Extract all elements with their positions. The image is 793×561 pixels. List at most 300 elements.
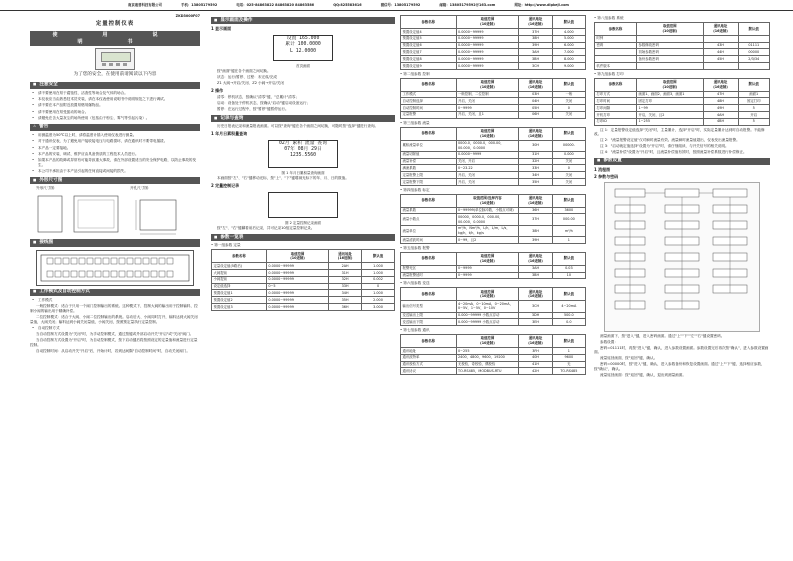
table-cell: 0.0000~99999	[456, 29, 519, 36]
table-cell: 49H	[703, 105, 738, 112]
table-cell: 0.0000~99999	[266, 276, 328, 283]
table-cell: 开启	[738, 111, 770, 118]
table-row	[401, 347, 586, 354]
list-item: • 本公司不承担由于本产品引起的任何直接或间接的损失。	[30, 169, 200, 174]
table-row	[401, 354, 586, 361]
table-cell: 开启，关闭，且2	[637, 111, 704, 118]
table-cell: 打印方式	[595, 91, 637, 98]
param-table-flow: 参数名称 取值范围 (10进制) 通讯地址 (16进制) 默认值 累积流量单位 0000.0，0000.0，000.00，00.000，0.0000 30H 00000. 流量切除值 0.0000~9999 31H 0.000 流量补偿 关闭，开启 32H 关闭 满流系数 0~23.22 33H 0 定量报警上限 开启，关闭 34H 关闭 定量报警下限 开启，关闭 35H 关闭	[400, 127, 586, 186]
table-cell: 流量切除值	[401, 151, 457, 158]
table-cell	[738, 35, 770, 42]
table-row	[212, 270, 395, 277]
table-cell: 3AH	[519, 265, 552, 272]
table-cell: 8.000	[552, 56, 585, 63]
wiring-diagram	[36, 250, 194, 286]
lcd-line: 07年 08月 29日	[284, 147, 322, 153]
qq-number: QQ:825583616	[333, 3, 362, 7]
table-cell: 输出信号类型	[401, 301, 457, 312]
table-cell: 通讯协议	[401, 368, 457, 375]
cutout-label: 开孔尺寸图：	[130, 186, 152, 191]
table-cell: 预置设定值9	[401, 62, 457, 69]
table-cell: 36H	[329, 303, 362, 310]
param-table-comm: 参数名称 取值范围 (10进制) 通讯地址 (16进制) 默认值 通讯地址 0~255 3FH 1 通讯波特率 2400，4800，9600，19200 40H 9600 通讯校验方式 无校验，奇校验，偶校验 41H 无 通讯协议 TO-RS485，MODBUS-RTU 42H TO-RS485	[400, 334, 586, 375]
table-cell: 开启，关闭	[456, 98, 519, 105]
square-icon: ■	[33, 239, 37, 244]
table-label: • 第一组参数 定量	[211, 243, 395, 248]
page-header	[0, 0, 793, 11]
lcd-line: 累计 100.0000	[285, 42, 321, 48]
website: 网址：http://www.dipkeji.com	[514, 3, 569, 7]
table-row	[212, 297, 395, 304]
table-cell: 5	[738, 118, 770, 125]
table-row	[401, 42, 586, 49]
table-cell: m³/h	[552, 225, 585, 236]
list-item: • 本产品一定要接地。	[30, 146, 200, 151]
table-cell: 0.002	[362, 276, 395, 283]
table-row	[595, 42, 770, 49]
column-1	[30, 14, 203, 355]
column-4	[594, 14, 770, 379]
table-cell: 1	[552, 237, 585, 244]
param-table-trans: 参数名称 取值范围 (10进制) 通讯地址 (16进制) 默认值 输出信号类型 4~20mA，0~10mA，0~20mA，0~5V，1~5V，0~10V 3CH 4~20mA 变送输出上限 0.000~99999 小数点浮动 3DH 500.0 变送输出下限 0.000~99999 小数点浮动 3EH 0.0	[400, 287, 586, 326]
table-row	[401, 91, 586, 98]
list-item: • 用测温度为50℃以上时，请将温度计插入使用仪表进行测量。	[30, 133, 200, 138]
table-cell	[595, 49, 637, 56]
table-cell: 满流系数	[401, 165, 457, 172]
table-cell: 定量设定值(5路后)	[212, 263, 267, 270]
table-cell: 0~99999(单位脉冲数，小数点可调)	[456, 207, 519, 214]
table-cell: 44H	[703, 49, 738, 56]
note: 注 3："启动就定值选择"设置为"开启"时，请仔细阅读，与开关信号的相关说明。	[600, 144, 729, 149]
table-cell: 0.0000~99999	[266, 263, 328, 270]
mobile-number: 手机：13805179592	[181, 3, 218, 7]
table-cell: 0	[552, 105, 585, 112]
column-3	[400, 14, 586, 377]
paragraph: 按"画面"键在各个画面之间切换。	[217, 69, 271, 74]
table-cell: 0~9999	[456, 265, 519, 272]
flowchart-svg	[605, 183, 755, 331]
paragraph: 暂停：在运行过程中，按"暂停"键暂停运行。	[217, 107, 289, 112]
square-icon: ■	[214, 115, 218, 120]
param-table-control: 参数名称 取值范围 (10进制) 通讯地址 (16进制) 默认值 工作模式 一般控制，二位控制 03H 一般 自动控制选择 开启，关闭 04H 关闭 自动控制时间 0~9999 05H 0 定量报警 开启，关闭，且1 06H 关闭	[400, 78, 586, 119]
table-cell: 0~9999	[456, 272, 519, 279]
table-cell: 打印间隔	[595, 105, 637, 112]
subheading: 2 操作	[211, 88, 224, 94]
flowchart-diagram	[604, 182, 760, 332]
note: 注 1：定量报警设定值选择"关闭"时，主量累计，选择"开启"时，实际定量累计达到时自动报警。不能修改。	[594, 127, 765, 137]
outline-label: 外形尺寸图：	[36, 186, 58, 191]
table-cell: 1.000	[362, 270, 395, 277]
table-cell: 00000.	[552, 140, 585, 151]
table-cell: 预置设定值3	[212, 303, 267, 310]
table-cell: 5.000	[552, 35, 585, 42]
paragraph: 状态：运行/暂停、过程：未完成/完成	[217, 75, 277, 80]
company-name: 南京迪普科技有限公司	[128, 3, 162, 7]
table-cell: 关闭	[552, 111, 585, 118]
table-cell: 00000	[738, 49, 770, 56]
table-cell: 初始参数密码	[637, 49, 704, 56]
table-cell: 2/3/34	[738, 56, 770, 63]
table-cell: 开启，关闭	[456, 172, 519, 179]
lcd-line: L 12.0000	[290, 48, 316, 54]
table-cell: 流量报警延时	[401, 272, 457, 279]
table-cell: 45H	[703, 56, 738, 63]
settings-heading: ■ 参数设置	[594, 158, 770, 165]
paragraph: 二位控制模式：适合于大阀、小阀二位控制输出的系统。启动后大、小阀同时打开，输料达到大阀关闭量值，大阀关闭；输料达到小阀关闭量值，小阀关闭，按照预定量执行定量控制。	[30, 315, 198, 324]
table-cell: 画面1	[738, 91, 770, 98]
table-cell: 打印ID	[595, 118, 637, 125]
table-row	[401, 301, 586, 312]
table-row	[401, 158, 586, 165]
table-cell: 通讯校验方式	[401, 361, 457, 368]
table-cell: 3BH	[519, 56, 552, 63]
table-row	[595, 105, 770, 112]
table-cell: 39H	[519, 237, 552, 244]
table-cell: 关闭，开启	[456, 158, 519, 165]
paragraph: 参数设置：	[600, 339, 618, 344]
paragraph: 密码=00000时，按"进入"键，确认，进入参数备份和恢复设置画面。通过"上""下"键，选择相应参数，按"确认"，确认。	[594, 362, 765, 371]
table-cell: 35H	[519, 179, 552, 186]
table-cell: TO-RS485，MODBUS-RTU	[456, 368, 519, 375]
table-row	[401, 165, 586, 172]
warning-heading: ⚠ 警告	[30, 124, 200, 131]
table-cell: 6.000	[552, 42, 585, 49]
table-cell: 自动控制时间	[401, 105, 457, 112]
table-cell: 0.0	[552, 319, 585, 326]
table-cell	[637, 35, 704, 42]
table-cell: 一般控制，二位控制	[456, 91, 519, 98]
device-image	[95, 48, 135, 70]
table-row	[401, 312, 586, 319]
table-cell: 40H	[519, 354, 552, 361]
table-cell	[738, 62, 770, 69]
table-cell: 0~23.22	[456, 165, 519, 172]
paragraph: 密码=01111时，再按"进入"键，确认，进入参数设置画面。参数设置完后再次按"确认"，进入参数设置画面。	[594, 345, 769, 355]
subheading: 1 显示画面	[211, 26, 232, 32]
table-cell: 4~20mA，0~10mA，0~20mA，0~5V，1~5V，0~10V	[456, 301, 519, 312]
table-row	[401, 361, 586, 368]
table-row	[212, 263, 395, 270]
display-heading: ■ 显示画面及操作	[211, 17, 395, 24]
table-cell	[703, 35, 738, 42]
table-row	[595, 98, 770, 105]
table-cell: 预置设定值7	[401, 49, 457, 56]
table-cell: 设定值选择	[212, 283, 267, 290]
table-cell: 34H	[519, 172, 552, 179]
table-label: • 第八组参数 系统	[594, 16, 770, 21]
table-cell: 30H	[519, 140, 552, 151]
table-cell: 36H	[519, 207, 552, 214]
table-row	[595, 35, 770, 42]
safety-heading: ■ 注意安全	[30, 82, 200, 89]
table-cell: 0.000~99999 小数点浮动	[456, 312, 519, 319]
table-cell	[637, 62, 704, 69]
table-cell: 一般	[552, 91, 585, 98]
table-cell: 1	[552, 347, 585, 354]
table-row	[401, 111, 586, 118]
table-cell: 时钟	[595, 35, 637, 42]
table-cell: 变送输出下限	[401, 319, 457, 326]
model-number: ZKD3000F07	[175, 14, 200, 18]
table-cell: 自动控制选择	[401, 98, 457, 105]
table-cell: 38H	[519, 35, 552, 42]
paragraph: 自动控制时间：从启动开关"开启"后，开始计时，若到达间隔"自动控制时间"时，自动关闭阀门。	[36, 348, 190, 353]
table-row	[401, 272, 586, 279]
table-cell: 流量补偿	[401, 158, 457, 165]
table-cell: 4.000	[552, 29, 585, 36]
table-cell: 37H	[519, 29, 552, 36]
table-cell: 开机打印	[595, 111, 637, 118]
table-cell	[595, 56, 637, 63]
list-item: • 本仪表应当由熟悉技术员安装，请在本仪表使用说明书中说明规范之下进行调试。	[30, 97, 200, 102]
list-item: • 如果本产品的故障或异常有可能导致重大事故，请在外部设置适当的安全保护电路，以防止事故的发生。	[30, 158, 200, 168]
table-cell: 0.0000~99999	[456, 42, 519, 49]
table-label: • 第五组参数 报警	[400, 246, 586, 251]
table-cell: 48H	[703, 98, 738, 105]
table-row	[401, 225, 586, 236]
warning-icon: ⚠	[33, 124, 37, 129]
table-cell	[703, 62, 738, 69]
table-row	[401, 49, 586, 56]
paragraph: 当自动控制方式设置为"关闭"时，为手动控制模式，通过按键或外部启动开关"开启"或"关闭"阀门。	[36, 332, 194, 337]
table-cell: 关闭	[552, 98, 585, 105]
table-cell: 打印时间	[595, 98, 637, 105]
table-cell: 0.0000~99999	[266, 270, 328, 277]
lcd-line: 设置 165.000	[286, 35, 320, 41]
table-cell: 4BH	[703, 118, 738, 125]
note: 注 2："流量报警设定值"仅对瞬时流量有效。流量瞬时流量值超出，仪表发出流量报警。	[600, 138, 740, 143]
table-cell: 流量系数	[401, 207, 457, 214]
table-cell: 4AH	[703, 111, 738, 118]
table-cell: 0.000	[552, 151, 585, 158]
table-cell: 3600	[552, 207, 585, 214]
table-label: • 第九组参数 打印	[594, 72, 770, 77]
auto-label: • 自动控制方式	[30, 326, 200, 331]
table-cell: 通讯波特率	[401, 354, 457, 361]
subheading: 1 流程图	[594, 167, 611, 173]
table-cell: 04H	[519, 98, 552, 105]
lead-text: 为了您的安全，在使用前请阅读以下内容	[73, 72, 157, 78]
subheading: 2 定量控制记录	[211, 183, 240, 189]
table-cell: m³/h，Nm³/h，L/h，L/m，L/s，kg/h，t/h，kg/s	[456, 225, 519, 236]
table-cell: 2.000	[362, 297, 395, 304]
table-row	[401, 172, 586, 179]
list-item: • 请不要使用在易受振动的场合。	[30, 110, 200, 115]
table-row	[401, 319, 586, 326]
lcd-line: 1235.5560	[290, 153, 316, 159]
doc-title: 定量控制仪表	[95, 20, 135, 27]
paragraph: 启动：设备处于停机状态，按确认"启动"键启动设备运行；	[217, 101, 311, 106]
table-cell: 预置设定值4	[401, 29, 457, 36]
table-cell: 0~99，且2	[456, 237, 519, 244]
dims-svg	[30, 192, 200, 236]
square-icon: ■	[597, 158, 601, 163]
table-cell: 43H	[703, 42, 738, 49]
table-cell: 3CH	[519, 62, 552, 69]
table-cell: 5	[738, 105, 770, 112]
table-row	[595, 91, 770, 98]
table-cell: 33H	[329, 283, 362, 290]
table-row	[401, 98, 586, 105]
phone-number: 电话：025-84863822 84863820 84863586	[236, 3, 315, 7]
table-cell: 06H	[519, 111, 552, 118]
table-row	[401, 29, 586, 36]
table-cell: 47H	[703, 91, 738, 98]
table-cell: 固定打印	[738, 98, 770, 105]
subheading: 1 年月日累积量查询	[211, 131, 248, 137]
square-icon: ■	[214, 234, 218, 239]
table-cell: 0.0000~99999	[266, 290, 328, 297]
param-table-quant2: 参数名称 取值范围 (10进制) 通讯地址 (16进制) 默认值 预置设定值4 0.0000~99999 37H 4.000 预置设定值5 0.0000~99999 38H 5.000 预置设定值6 0.0000~99999 39H 6.000 预置设定值7 0.0000~99999 3AH 7.000 预置设定值8 0.0000~99999 3BH 8.000 预置设定值9 0.0000~99999 3CH 9.000	[400, 15, 586, 70]
paragraph: 测量画面下，按"进入"键，进入密码画面。通过"上""下""左""右"键设置密码。	[600, 333, 725, 338]
table-cell: 500.0	[552, 312, 585, 319]
table-cell: 1.000	[362, 290, 395, 297]
lcd-line: 02月 累积 流量 查询	[278, 140, 328, 146]
table-cell: 关闭	[552, 172, 585, 179]
paragraph: 本画面按"左"、"右"键移动光标，按"上"、"下"键增减光标下的年、月、日的数值。	[217, 176, 349, 181]
paragraph: 流量返回画面，按"返回"键，确认。	[600, 356, 658, 361]
table-cell: 1~99	[637, 105, 704, 112]
list-item: • 对于通讯仪表，为了避免用户接收接电压与电路损坏，请在通讯时不要带电插拔。	[30, 139, 200, 144]
table-cell: 05H	[519, 105, 552, 112]
table-cell: 关闭	[552, 158, 585, 165]
table-cell: 1.000	[362, 263, 395, 270]
table-label: • 第七组参数 通讯	[400, 328, 586, 333]
table-cell: 0.0000~99999	[456, 62, 519, 69]
table-cell: 软件版本	[595, 62, 637, 69]
table-cell: 预置设定值2	[212, 297, 267, 304]
table-row	[401, 105, 586, 112]
list-item: • 请不要在本产品附近放置易燃易爆物品。	[30, 103, 200, 108]
table-cell: 33H	[519, 165, 552, 172]
table-cell: 流量滤波时间	[401, 237, 457, 244]
table-cell: 38H	[519, 225, 552, 236]
manual-banner: 使 用 说 明 书	[30, 31, 200, 47]
table-cell: 0.0000~99999	[266, 297, 328, 304]
wechat-id: 微信号：13805179592	[380, 3, 421, 7]
table-cell: 画面1、画面2、画面3，画面1	[637, 91, 704, 98]
table-cell: 35H	[329, 297, 362, 304]
table-row	[595, 118, 770, 125]
table-cell: 32H	[519, 158, 552, 165]
table-cell: 固定打印	[637, 98, 704, 105]
table-row	[401, 207, 586, 214]
table-cell: 32H	[329, 276, 362, 283]
table-cell: 定量报警下限	[401, 179, 457, 186]
table-cell: 0~9999	[456, 105, 519, 112]
table-cell: 0000.0，0000.0，000.00，00.000，0.0000	[456, 140, 519, 151]
table-cell: 流量小数点	[401, 214, 457, 225]
param-table-system: 参数名称 取值范围 (10进制) 通讯地址 (16进制) 默认值 时钟 密码 参数修改密码 43H 01111 初始参数密码 44H 00000 备份参数密码 45H 2/3/34 软件版本	[594, 22, 770, 70]
table-cell: 报警死区	[401, 265, 457, 272]
square-icon: ■	[214, 17, 218, 22]
table-cell: 10	[552, 272, 585, 279]
dims-drawing	[30, 186, 200, 236]
table-cell: 41H	[519, 361, 552, 368]
table-row	[595, 111, 770, 118]
home-screen	[273, 35, 333, 61]
caption: 图 1 年月日累积量查询画面	[281, 170, 325, 175]
table-cell: 03H	[519, 91, 552, 98]
table-cell: 0.0000~9999	[456, 151, 519, 158]
list-item: • 请不要使用在易于腐蚀性、活泼性等场合及气体的场合。	[30, 91, 200, 96]
param-table-alarm: 参数名称 取值范围 (10进制) 通讯地址 (16进制) 默认值 报警死区 0~9999 3AH 0.03 流量报警延时 0~9999 3BH 10	[400, 252, 586, 280]
table-cell: 3.000	[362, 303, 395, 310]
table-cell: 预置设定值1	[212, 290, 267, 297]
param-table-print: 参数名称 取值范围 (10进制) 通讯地址 (16进制) 默认值 打印方式 画面1、画面2、画面3，画面1 47H 画面1 打印时间 固定打印 48H 固定打印 打印间隔 1~99 49H 5 开机打印 开启，关闭，且2 4AH 开启 打印ID 1~255 4BH 5	[594, 78, 770, 126]
table-cell: 通讯地址	[401, 347, 457, 354]
table-cell: 42H	[519, 368, 552, 375]
params-heading: ■ 参数一览表	[211, 234, 395, 241]
table-cell: 工作模式	[401, 91, 457, 98]
list-item: • 本产品的安装、调试、维护应由具备资质的工程技术人员进行。	[30, 152, 200, 157]
table-cell: 0.0000~99999	[456, 35, 519, 42]
table-cell: 累积流量单位	[401, 140, 457, 151]
table-row	[212, 303, 395, 310]
table-cell: TO-RS485	[552, 368, 585, 375]
paragraph: 一般控制模式：适合于只用一个阀门控制输出的系统。这种模式下，控制大阀的输出用于控制输料，控制小阀的输出用于精确补偿。	[30, 304, 198, 314]
table-cell: 0.03	[552, 265, 585, 272]
table-cell: 0~255	[456, 347, 519, 354]
table-row	[401, 62, 586, 69]
table-cell: 000.00	[552, 214, 585, 225]
table-cell: 34H	[329, 290, 362, 297]
table-cell: 3BH	[519, 272, 552, 279]
table-row	[401, 214, 586, 225]
table-cell: 3EH	[519, 319, 552, 326]
paragraph: 流量返回画面：按"返回"键，确认，退出到测量画面。	[600, 372, 686, 377]
caption: 首页画面	[296, 63, 310, 68]
note: 注 4："流量补偿"设置为"开启"时，且流量补偿值有效时，按照流量补偿系数进行补偿修正。	[600, 149, 747, 154]
table-cell: 0.0000~99999	[456, 49, 519, 56]
table-row	[595, 62, 770, 69]
dims-heading: ■ 外形尺寸图	[30, 177, 200, 184]
table-cell: 大阀提前	[212, 270, 267, 277]
caption: 图 2 定量控制记录画面	[285, 220, 321, 225]
table-cell: 37H	[519, 214, 552, 225]
table-cell: 0	[362, 283, 395, 290]
table-cell: 参数修改密码	[637, 42, 704, 49]
table-row	[212, 290, 395, 297]
table-cell: 2400，4800，9600，19200	[456, 354, 519, 361]
table-cell: 3CH	[519, 301, 552, 312]
table-row	[401, 151, 586, 158]
table-row	[595, 56, 770, 63]
query-screen	[268, 140, 338, 168]
table-cell: 9600	[552, 354, 585, 361]
list-item: • 请避免在含大量灰尘的场所使用（包括由于粉尘、雾气等引起污染）。	[30, 116, 200, 121]
table-row	[401, 35, 586, 42]
table-cell: 小阀提前	[212, 276, 267, 283]
subheading: 2 参数与密码	[594, 174, 619, 180]
paragraph: 清零：停机状态，按确认"清零"键，"总累计"清零；	[217, 95, 300, 100]
table-row	[212, 283, 395, 290]
table-row	[401, 368, 586, 375]
table-cell: 关闭	[552, 179, 585, 186]
table-cell: 0.0000~99999	[456, 56, 519, 63]
param-table-set: 参数名称 取值范围/选择内容 (10进制) 通讯地址 (16进制) 默认值 流量系数 0~99999(单位脉冲数，小数点可调) 36H 3600 流量小数点 00000，0000.0，000.00，00.000，0.0000 37H 000.00 流量单位 m³/h，Nm³/h，L/h，L/m，L/s，kg/h，t/h，kg/s 38H m³/h 流量滤波时间 0~99，且2 39H 1	[400, 194, 586, 244]
table-cell: 开启，关闭，且1	[456, 111, 519, 118]
table-cell: 39H	[519, 42, 552, 49]
table-cell: 9.000	[552, 62, 585, 69]
table-label: • 第二组参数 控制	[400, 72, 586, 77]
table-row	[401, 56, 586, 63]
paragraph: 历史日报表记录和流量报表画面。可以按"查询"键在各个画面之间切换，可随时按"选择"键进行查询。	[217, 124, 379, 129]
square-icon: ■	[33, 177, 37, 182]
table-cell: 变送输出上限	[401, 312, 457, 319]
modes-heading: ■ 工作模式及自动控制方式	[30, 289, 200, 296]
table-cell: 预置设定值5	[401, 35, 457, 42]
